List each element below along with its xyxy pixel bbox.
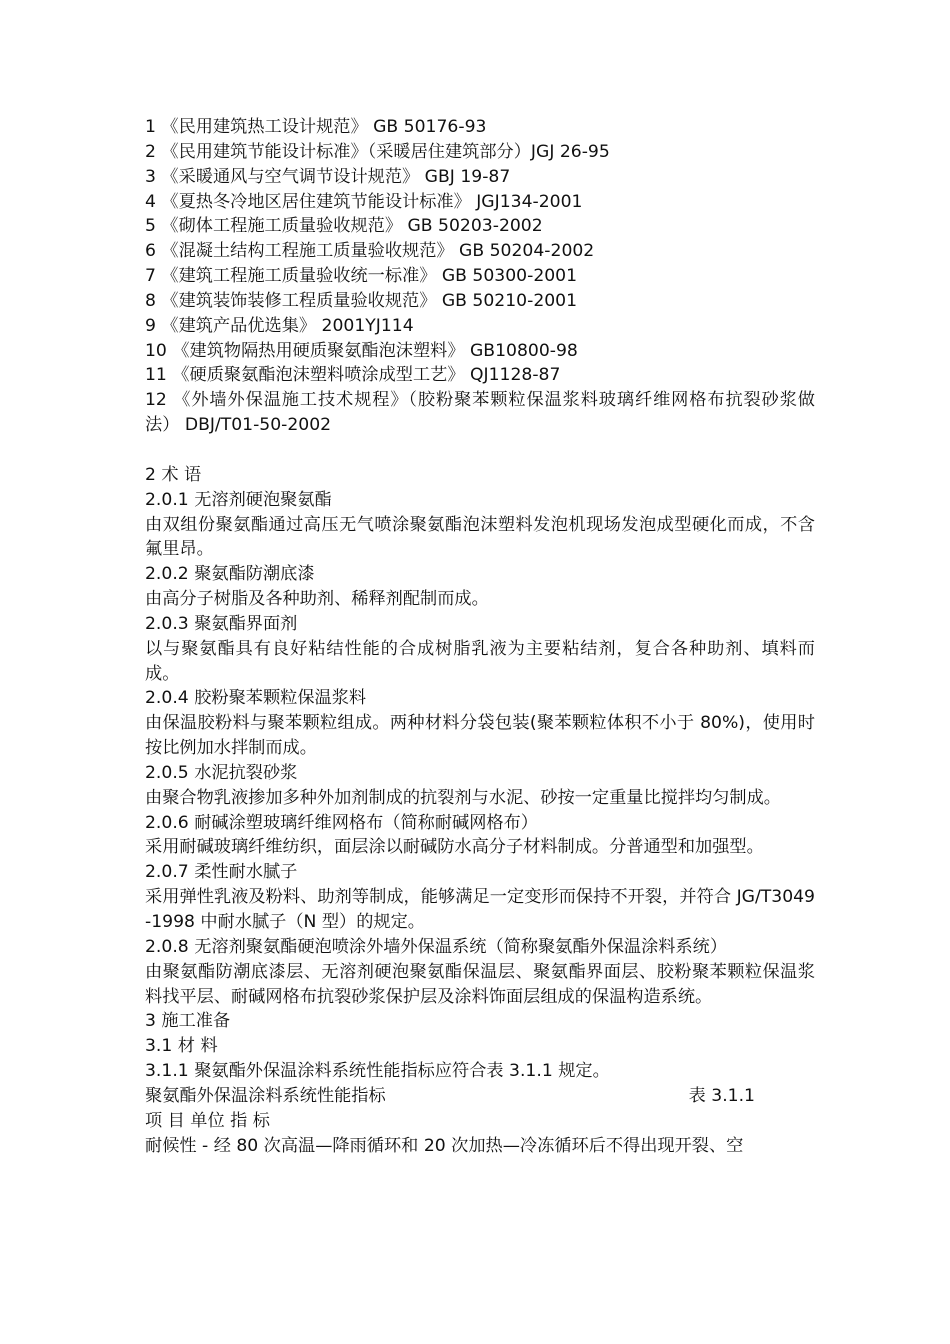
terms-section: [145, 463, 815, 1010]
reference-item-11: 11 《硬质聚氨酯泡沫塑料喷涂成型工艺》 QJ1128-87: [145, 365, 561, 386]
reference-item-5: 5 《砌体工程施工质量验收规范》 GB 50203-2002: [145, 216, 543, 237]
term-body-6: 采用耐碱玻璃纤维纺织，面层涂以耐碱防水高分子材料制成。分普通型和加强型。: [145, 837, 764, 858]
table-title: 聚氨酯外保温涂料系统性能指标: [145, 1085, 386, 1106]
table-row-weather-resistance: 耐候性 - 经 80 次高温—降雨循环和 20 次加热—冷冻循环后不得出现开裂、空: [145, 1135, 744, 1156]
reference-item-12: 12 《外墙外保温施工技术规程》（胶粉聚苯颗粒保温浆料玻璃纤维网格布抗裂砂浆做法） DBJ/T01-50-2002: [145, 390, 815, 436]
term-body-3: 以与聚氨酯具有良好粘结性能的合成树脂乳液为主要粘结剂，复合各种助剂、填料而成。: [145, 638, 815, 684]
reference-item-8: 8 《建筑装饰装修工程质量验收规范》 GB 50210-2001: [145, 290, 578, 311]
reference-item-6: 6 《混凝土结构工程施工质量验收规范》 GB 50204-2002: [145, 241, 595, 262]
reference-item-4: 4 《夏热冬冷地区居住建筑节能设计标准》 JGJ134-2001: [145, 191, 583, 212]
term-body-2: 由高分子树脂及各种助剂、稀释剂配制而成。: [145, 589, 489, 610]
materials-heading: 3.1 材 料: [145, 1036, 218, 1057]
section-gap: [145, 438, 815, 463]
term-title-1: 2.0.1 无溶剂硬泡聚氨酯: [145, 489, 332, 510]
term-title-2: 2.0.2 聚氨酯防潮底漆: [145, 564, 315, 585]
term-body-7: 采用弹性乳液及粉料、助剂等制成，能够满足一定变形而保持不开裂，并符合 JG/T3049-1998 中耐水腻子（N 型）的规定。: [145, 887, 815, 932]
term-title-7: 2.0.7 柔性耐水腻子: [145, 862, 298, 883]
construction-heading: 3 施工准备: [145, 1011, 231, 1032]
term-body-4: 由保温胶粉料与聚苯颗粒组成。两种材料分袋包装(聚苯颗粒体积不小于 80%)，使用时按比例加水拌制而成。: [145, 713, 815, 759]
term-title-5: 2.0.5 水泥抗裂砂浆: [145, 762, 298, 783]
table-caption: [145, 1084, 755, 1109]
term-body-8: 由聚氨酯防潮底漆层、无溶剂硬泡聚氨酯保温层、聚氨酯界面层、胶粉聚苯颗粒保温浆料找平层、耐碱网格布抗裂砂浆保护层及涂料饰面层组成的保温构造系统。: [145, 961, 815, 1007]
reference-item-7: 7 《建筑工程施工质量验收统一标准》 GB 50300-2001: [145, 266, 578, 287]
table-number: 表 3.1.1: [688, 1085, 755, 1106]
table-header: 项 目 单位 指 标: [145, 1110, 270, 1131]
term-body-5: 由聚合物乳液掺加多种外加剂制成的抗裂剂与水泥、砂按一定重量比搅拌均匀制成。: [145, 787, 781, 808]
clause-3-1-1: 3.1.1 聚氨酯外保温涂料系统性能指标应符合表 3.1.1 规定。: [145, 1061, 610, 1082]
reference-item-9: 9 《建筑产品优选集》 2001YJ114: [145, 315, 414, 336]
term-title-3: 2.0.3 聚氨酯界面剂: [145, 613, 298, 634]
reference-item-2: 2 《民用建筑节能设计标准》（采暖居住建筑部分）JGJ 26-95: [145, 141, 610, 162]
term-body-1: 由双组份聚氨酯通过高压无气喷涂聚氨酯泡沫塑料发泡机现场发泡成型硬化而成，不含氟里昂。: [145, 514, 815, 560]
construction-section: [145, 1009, 815, 1158]
document-page: [145, 115, 815, 1158]
reference-item-3: 3 《采暖通风与空气调节设计规范》 GBJ 19-87: [145, 166, 511, 187]
term-title-4: 2.0.4 胶粉聚苯颗粒保温浆料: [145, 688, 367, 709]
term-title-8: 2.0.8 无溶剂聚氨酯硬泡喷涂外墙外保温系统（简称聚氨酯外保温涂料系统）: [145, 936, 728, 957]
terms-heading: 2 术 语: [145, 464, 202, 485]
term-title-6: 2.0.6 耐碱涂塑玻璃纤维网格布（简称耐碱网格布）: [145, 812, 538, 833]
reference-item-1: 1 《民用建筑热工设计规范》 GB 50176-93: [145, 117, 487, 137]
reference-item-10: 10 《建筑物隔热用硬质聚氨酯泡沫塑料》 GB10800-98: [145, 340, 578, 361]
reference-list: [145, 115, 815, 438]
